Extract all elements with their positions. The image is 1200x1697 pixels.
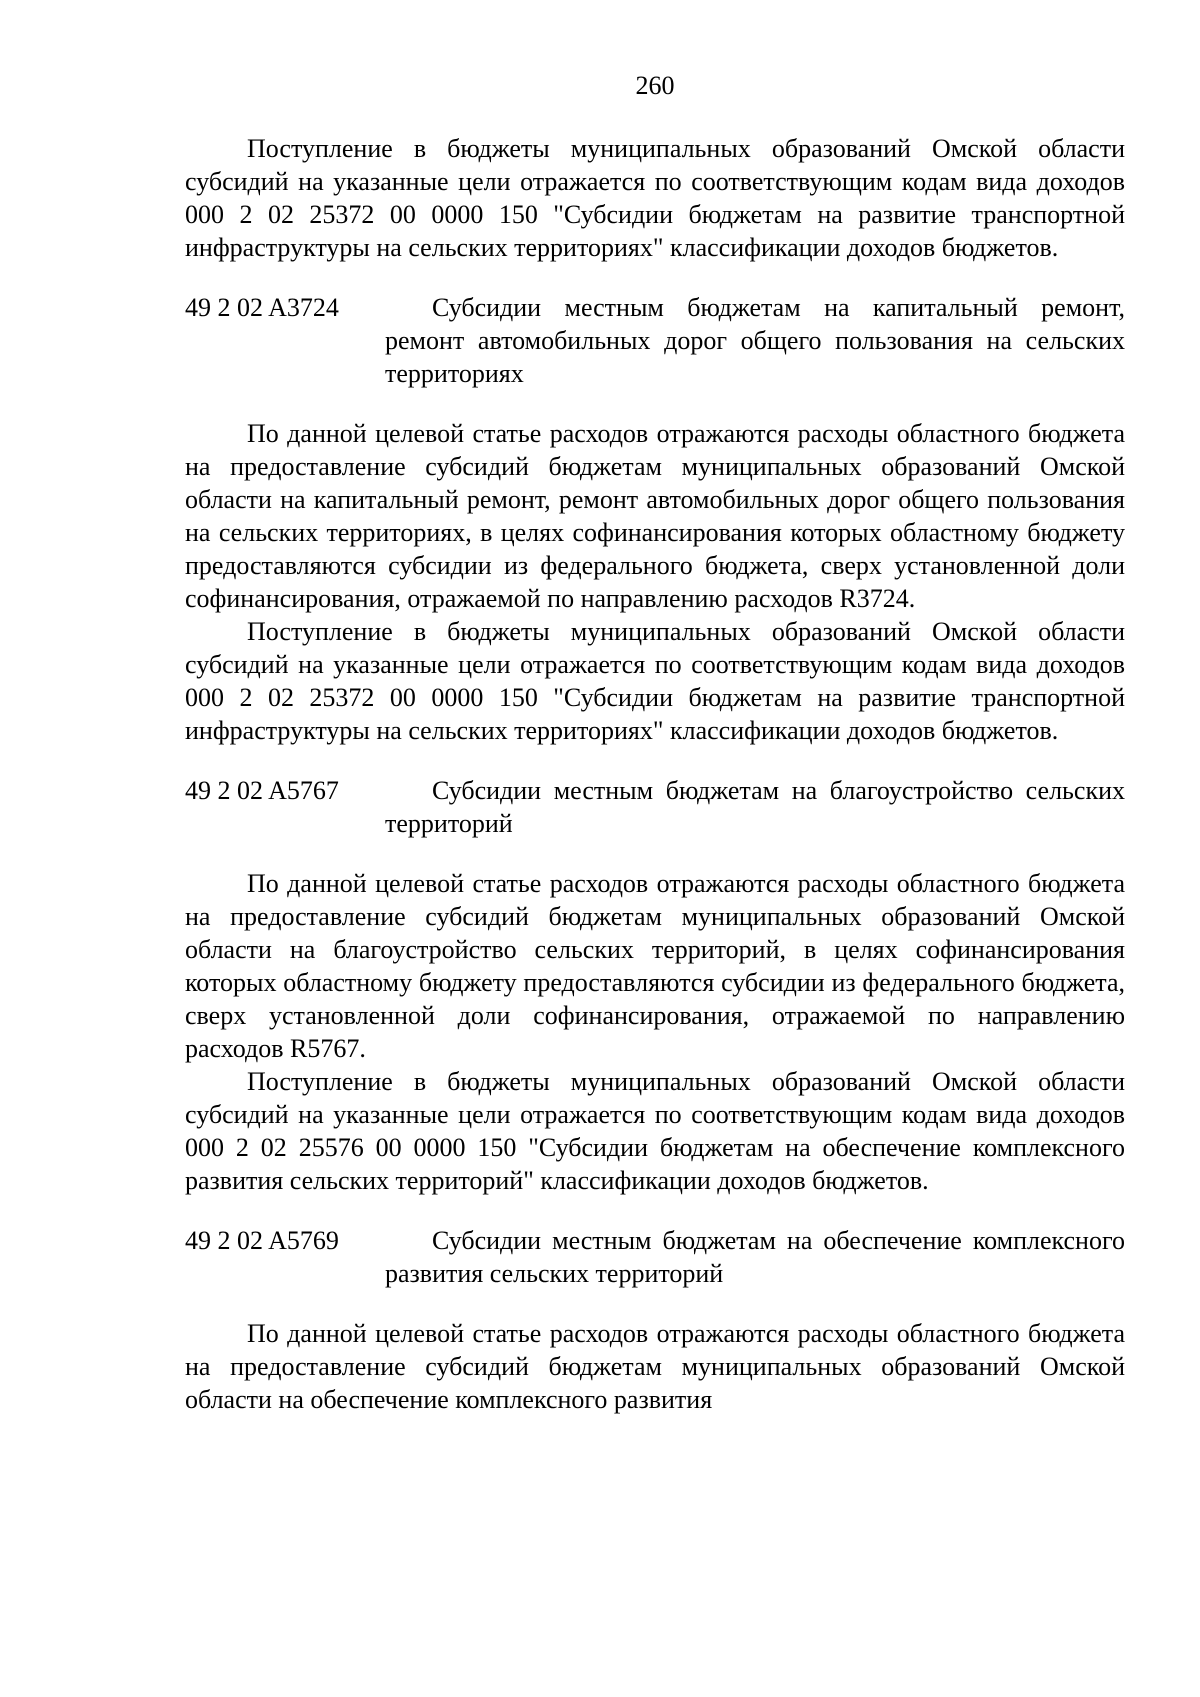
paragraph-income-transport-1: Поступление в бюджеты муниципальных образований Омской области субсидий на указанные цели отражается по соответствующим кодам вида доходов 000 2 02 25372 00 0000 150 "Субсидии бюджетам на развитие транспортной инфраструктуры на сельских территориях" классификации доходов бюджетов.: [185, 134, 1125, 262]
target-article-a5769: [185, 1224, 1125, 1290]
target-article-a3724: [185, 291, 1125, 390]
target-article-a5767: [185, 774, 1125, 840]
paragraph-expenses-a5769: По данной целевой статье расходов отражаются расходы областного бюджета на предоставление субсидий бюджетам муниципальных образований Омской области на обеспечение комплексного развития: [185, 1319, 1125, 1414]
paragraph-income-rural-development: Поступление в бюджеты муниципальных образований Омской области субсидий на указанные цели отражается по соответствующим кодам вида доходов 000 2 02 25576 00 0000 150 "Субсидии бюджетам на обеспечение комплексного развития сельских территорий" классификации доходов бюджетов.: [185, 1067, 1125, 1195]
paragraph-income-transport-2: Поступление в бюджеты муниципальных образований Омской области субсидий на указанные цели отражается по соответствующим кодам вида доходов 000 2 02 25372 00 0000 150 "Субсидии бюджетам на развитие транспортной инфраструктуры на сельских территориях" классификации доходов бюджетов.: [185, 617, 1125, 745]
article-title: Субсидии местным бюджетам на благоустройство сельских территорий: [385, 776, 1125, 838]
article-code: 49 2 02 A5767: [185, 776, 339, 805]
document-body: [185, 132, 1125, 1416]
paragraph-expenses-a3724: По данной целевой статье расходов отражаются расходы областного бюджета на предоставление субсидий бюджетам муниципальных образований Омской области на капитальный ремонт, ремонт автомобильных дорог общего пользования на сельских территориях, в целях софинансирования которых областному бюджету предоставляются субсидии из федерального бюджета, сверх установленной доли софинансирования, отражаемой по направлению расходов R3724.: [185, 419, 1125, 613]
article-title: Субсидии местным бюджетам на капитальный ремонт, ремонт автомобильных дорог общего пользования на сельских территориях: [385, 293, 1125, 388]
article-code: 49 2 02 A5769: [185, 1226, 339, 1255]
article-code: 49 2 02 A3724: [185, 293, 339, 322]
page-number: 260: [635, 71, 675, 100]
paragraph-expenses-a5767: По данной целевой статье расходов отражаются расходы областного бюджета на предоставление субсидий бюджетам муниципальных образований Омской области на благоустройство сельских территорий, в целях софинансирования которых областному бюджету предоставляются субсидии из федерального бюджета, сверх установленной доли софинансирования, отражаемой по направлению расходов R5767.: [185, 869, 1125, 1063]
article-title: Субсидии местным бюджетам на обеспечение комплексного развития сельских территорий: [385, 1226, 1125, 1288]
